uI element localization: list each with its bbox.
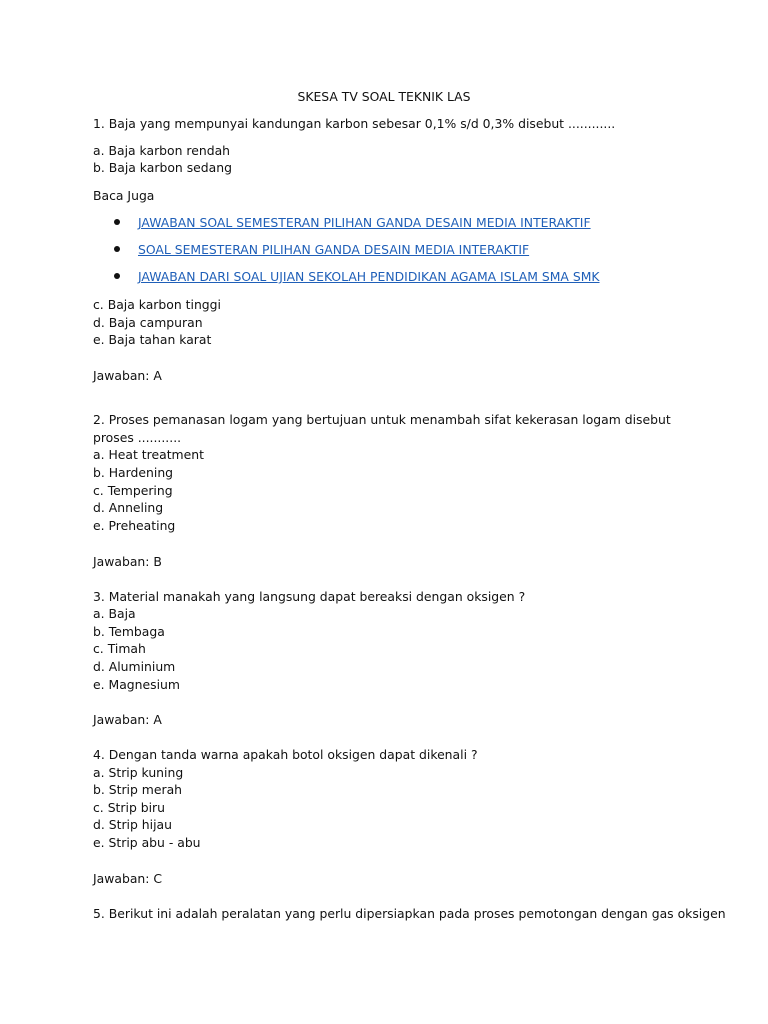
q2-option-a: a. Heat treatment [93, 447, 204, 462]
q2-option-b: b. Hardening [93, 465, 174, 480]
document-title: SKESA TV SOAL TEKNIK LAS [297, 89, 471, 104]
q2-option-e: e. Preheating [93, 518, 176, 533]
q2-option-c: c. Tempering [93, 483, 173, 498]
question-5: 5. Berikut ini adalah peralatan yang perlu dipersiapkan pada proses pemotongan dengan gas oksigen [93, 906, 726, 921]
q4-option-a: a. Strip kuning [93, 765, 184, 780]
bullet-icon [114, 219, 120, 225]
q4-option-d: d. Strip hijau [93, 817, 172, 832]
q1-option-c: c. Baja karbon tinggi [93, 297, 221, 312]
bullet-icon [114, 246, 120, 252]
q1-option-a: a. Baja karbon rendah [93, 143, 231, 158]
baca-juga-link-2[interactable]: SOAL SEMESTERAN PILIHAN GANDA DESAIN MEDIA INTERAKTIF [138, 242, 530, 257]
q3-option-d: d. Aluminium [93, 659, 176, 674]
baca-juga-link-1[interactable]: JAWABAN SOAL SEMESTERAN PILIHAN GANDA DESAIN MEDIA INTERAKTIF [138, 215, 591, 230]
baca-juga-link-3[interactable]: JAWABAN DARI SOAL UJIAN SEKOLAH PENDIDIKAN AGAMA ISLAM SMA SMK [138, 269, 600, 284]
q1-option-e: e. Baja tahan karat [93, 332, 212, 347]
q3-option-c: c. Timah [93, 641, 146, 656]
q4-option-b: b. Strip merah [93, 782, 183, 797]
baca-juga-label: Baca Juga [93, 188, 155, 203]
q2-answer: Jawaban: B [93, 554, 162, 569]
bullet-icon [114, 273, 120, 279]
question-4: 4. Dengan tanda warna apakah botol oksigen dapat dikenali ? [93, 747, 478, 762]
q4-answer: Jawaban: C [93, 871, 163, 886]
question-2-line-2: proses ........... [93, 430, 182, 445]
q1-option-b: b. Baja karbon sedang [93, 160, 232, 175]
q3-option-e: e. Magnesium [93, 677, 180, 692]
q1-option-d: d. Baja campuran [93, 315, 203, 330]
q3-option-a: a. Baja [93, 606, 136, 621]
q1-answer: Jawaban: A [93, 368, 162, 383]
question-2-line-1: 2. Proses pemanasan logam yang bertujuan untuk menambah sifat kekerasan logam disebut [93, 412, 671, 427]
q2-option-d: d. Anneling [93, 500, 164, 515]
question-3: 3. Material manakah yang langsung dapat bereaksi dengan oksigen ? [93, 589, 526, 604]
q3-answer: Jawaban: A [93, 712, 162, 727]
question-1: 1. Baja yang mempunyai kandungan karbon sebesar 0,1% s/d 0,3% disebut ............ [93, 116, 616, 131]
q4-option-e: e. Strip abu - abu [93, 835, 201, 850]
q3-option-b: b. Tembaga [93, 624, 165, 639]
q4-option-c: c. Strip biru [93, 800, 166, 815]
